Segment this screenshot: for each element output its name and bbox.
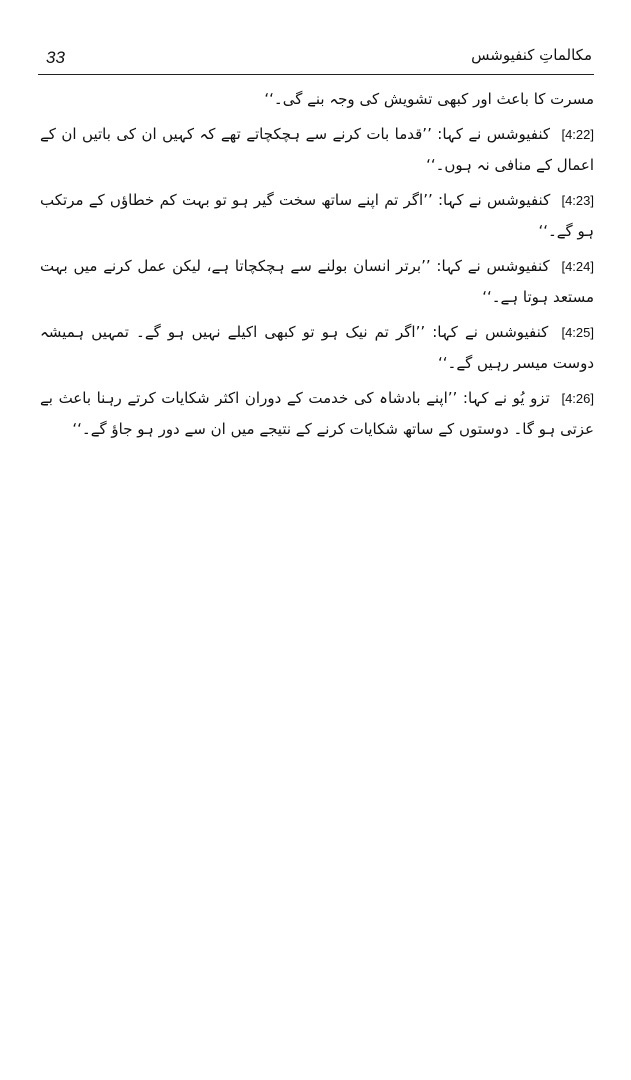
paragraph-4-23 — [40, 185, 594, 247]
page-body — [40, 84, 594, 449]
paragraph-text: تزو یُو نے کہا: ’’اپنے بادشاہ کی خدمت کے دوران اکثر شکایات کرتے رہنا باعث بے عزتی ہو گا۔ دوستوں کے ساتھ شکایات کرنے کے نتیجے میں ان سے دور ہو جاؤ گے۔‘‘ — [40, 389, 594, 438]
paragraph-4-22 — [40, 119, 594, 181]
header-rule — [38, 74, 594, 75]
paragraph-4-26 — [40, 383, 594, 445]
paragraph-continuation — [40, 84, 594, 115]
running-title: مکالماتِ کنفیوشس — [471, 46, 592, 64]
page-number: 33 — [46, 48, 65, 67]
verse-reference: [4:23] — [561, 193, 594, 208]
paragraph-text: کنفیوشس نے کہا: ’’اگر تم اپنے ساتھ سخت گیر ہو تو بہت کم خطاؤں کے مرتکب ہو گے۔‘‘ — [40, 191, 594, 240]
paragraph-text: مسرت کا باعث اور کبھی تشویش کی وجہ بنے گی۔‘‘ — [264, 90, 594, 108]
verse-reference: [4:25] — [561, 325, 594, 340]
paragraph-text: کنفیوشس نے کہا: ’’برتر انسان بولنے سے ہچکچاتا ہے، لیکن عمل کرنے میں بہت مستعد ہوتا ہے۔‘‘ — [40, 257, 594, 306]
paragraph-text: کنفیوشس نے کہا: ’’اگر تم نیک ہو تو کبھی اکیلے نہیں ہو گے۔ تمہیں ہمیشہ دوست میسر رہیں گے۔‘‘ — [40, 323, 594, 372]
verse-reference: [4:22] — [561, 127, 594, 142]
paragraph-4-25 — [40, 317, 594, 379]
paragraph-4-24 — [40, 251, 594, 313]
paragraph-text: کنفیوشس نے کہا: ’’قدما بات کرنے سے ہچکچاتے تھے کہ کہیں ان کی باتیں ان کے اعمال کے منافی نہ ہوں۔‘‘ — [40, 125, 594, 174]
verse-reference: [4:24] — [561, 259, 594, 274]
page-header — [38, 46, 594, 72]
verse-reference: [4:26] — [561, 391, 594, 406]
